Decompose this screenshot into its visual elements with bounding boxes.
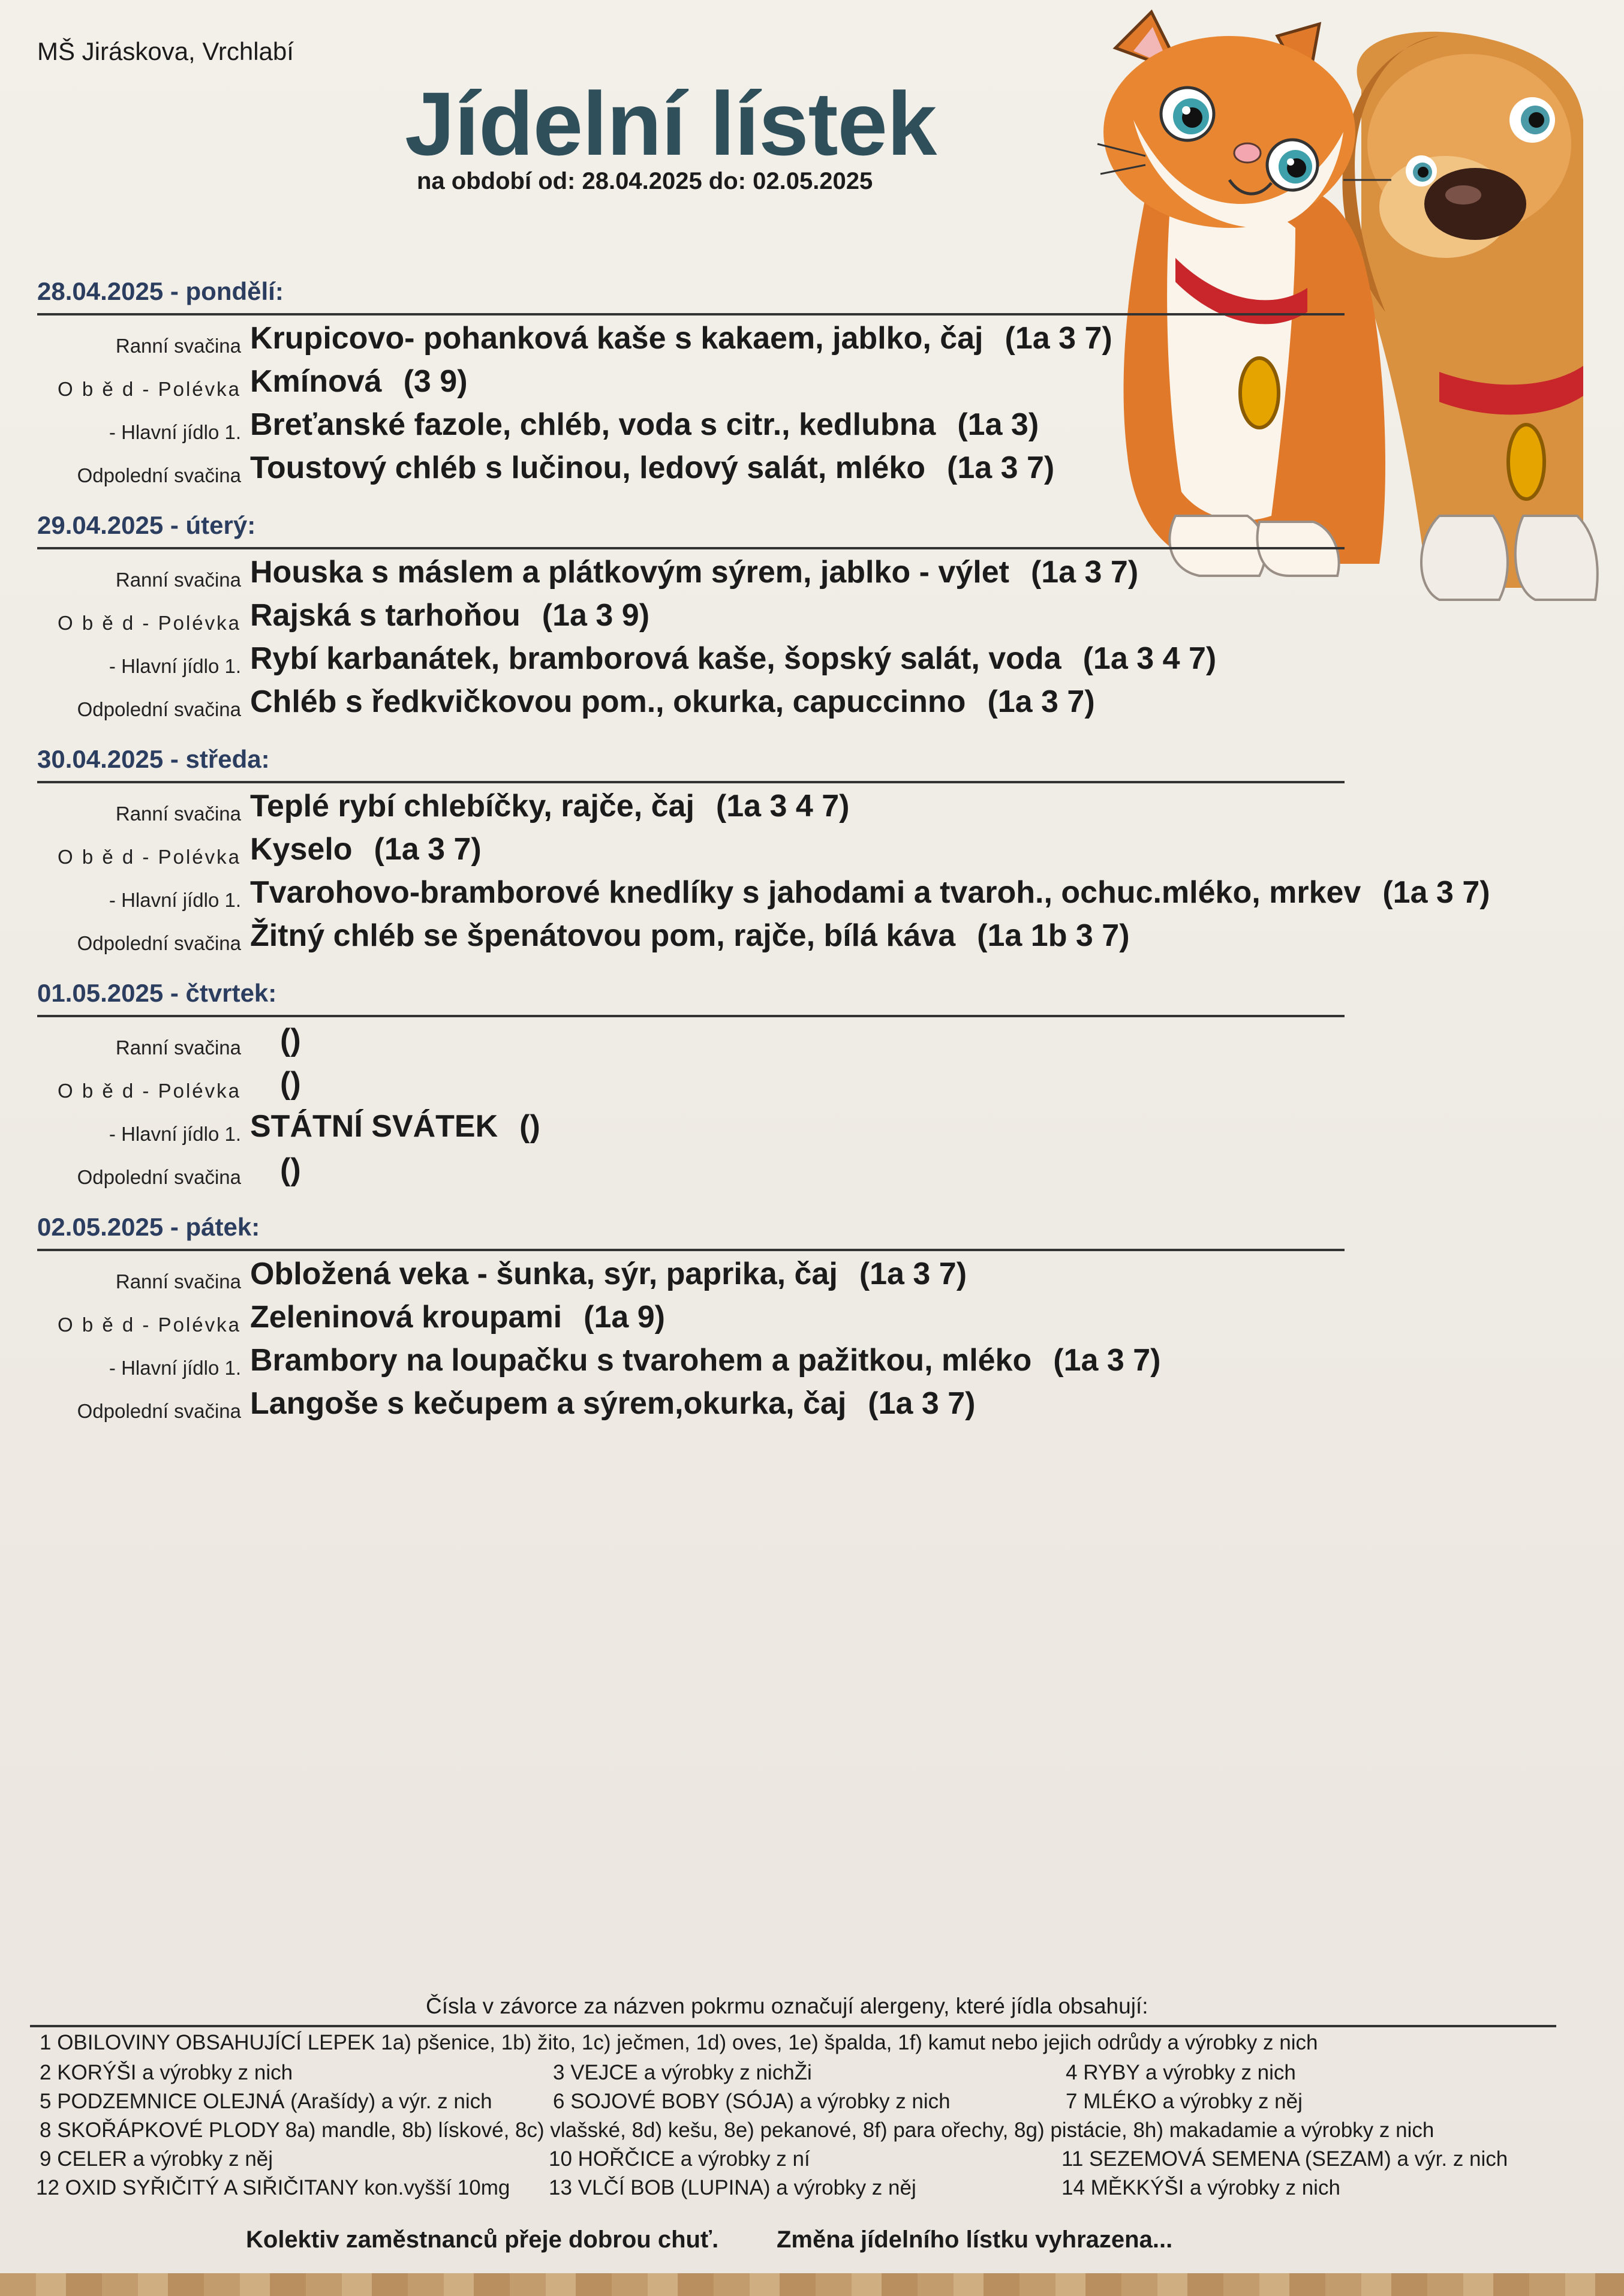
meal-text: Teplé rybí chlebíčky, rajče, čaj [250,789,694,824]
meal-label: Ranní svačina [115,803,241,825]
allergen-item: 9 CELER a výrobky z něj [40,2147,273,2171]
allergen-codes: () [280,1152,301,1187]
meal-text: Krupicovo- pohanková kaše s kakaem, jablko, čaj [250,321,984,356]
day-rule [37,1249,1345,1251]
allergen-codes: (1a 3 7) [859,1257,967,1291]
meal-label: O b ě d - Polévka [58,1314,241,1336]
allergen-codes: () [519,1109,540,1144]
day-thursday [37,979,1345,1188]
meal-label: Ranní svačina [115,335,241,357]
day-wednesday [37,745,1490,954]
day-heading: 30.04.2025 - středa: [37,745,270,773]
allergen-codes: (1a 3 9) [542,598,650,633]
meal-label: - Hlavní jídlo 1. [109,1123,241,1145]
allergen-item: 11 SEZEMOVÁ SEMENA (SEZAM) a výr. z nich [1061,2147,1508,2171]
day-rule [37,313,1345,315]
meal-text: Obložená veka - šunka, sýr, paprika, čaj [250,1257,838,1291]
allergen-codes: (1a 3 7) [868,1386,976,1421]
allergen-codes: (1a 3) [957,407,1039,442]
day-rule [37,781,1345,783]
day-rule [37,547,1345,549]
meal-label: Odpolední svačina [77,464,241,486]
allergen-item: 4 RYBY a výrobky z nich [1066,2061,1296,2084]
allergen-item: 12 OXID SYŘIČITÝ A SIŘIČITANY kon.vyšší 10mg [36,2176,510,2199]
allergen-item: 14 MĚKKÝŠI a výrobky z nich [1061,2176,1340,2199]
meal-text: Houska s máslem a plátkovým sýrem, jablko - výlet [250,555,1009,590]
meal-label: Ranní svačina [115,569,241,591]
allergen-item: 8 SKOŘÁPKOVÉ PLODY 8a) mandle, 8b) lískové, 8c) vlašské, 8d) kešu, 8e) pekanové, 8f) para ořechy, 8g) pistácie, 8h) makadamie a výrobky z nich [40,2118,1434,2142]
meal-text: Rybí karbanátek, bramborová kaše, šopský salát, voda [250,641,1061,676]
meal-text: STÁTNÍ SVÁTEK [250,1109,498,1144]
meal-text: Toustový chléb s lučinou, ledový salát, mléko [250,450,925,485]
allergen-codes: (1a 3 7) [1382,875,1490,910]
meal-text: Tvarohovo-bramborové knedlíky s jahodami a tvaroh., ochuc.mléko, mrkev [250,875,1361,910]
day-heading: 01.05.2025 - čtvrtek: [37,979,277,1007]
meal-label: - Hlavní jídlo 1. [109,1357,241,1379]
allergen-item: 7 MLÉKO a výrobky z něj [1066,2090,1303,2113]
meal-label: Odpolední svačina [77,932,241,954]
day-tuesday [37,511,1345,720]
school-name: MŠ Jiráskova, Vrchlabí [37,37,294,65]
meal-label: Ranní svačina [115,1036,241,1059]
allergen-item: 13 VLČÍ BOB (LUPINA) a výrobky z něj [549,2176,916,2199]
allergen-codes: (1a 3 4 7) [1082,641,1217,676]
meal-label: O b ě d - Polévka [58,846,241,868]
allergen-codes: (1a 3 7) [1030,555,1139,590]
allergen-codes: (1a 3 7) [947,450,1055,485]
page-title: Jídelní lístek [405,73,937,174]
legend-rule [30,2025,1556,2027]
allergen-item: 5 PODZEMNICE OLEJNÁ (Arašídy) a výr. z nich [40,2090,492,2113]
meal-text: Kyselo [250,832,353,867]
footer-wish: Kolektiv zaměstnanců přeje dobrou chuť. [246,2226,719,2253]
day-friday [37,1213,1345,1422]
day-monday [37,277,1345,486]
allergen-codes: () [280,1023,301,1057]
meal-text: Chléb s ředkvičkovou pom., okurka, capuccinno [250,684,966,719]
allergen-codes: (1a 3 7) [374,832,482,867]
meal-text: Zeleninová kroupami [250,1300,563,1335]
meal-label: Odpolední svačina [77,698,241,720]
allergen-codes: (1a 9) [584,1300,665,1335]
meal-text: Langoše s kečupem a sýrem,okurka, čaj [250,1386,847,1421]
allergen-codes: (1a 3 7) [987,684,1095,719]
meal-text: Breťanské fazole, chléb, voda s citr., kedlubna [250,407,936,442]
allergen-codes: () [280,1066,301,1101]
meal-text: Žitný chléb se špenátovou pom, rajče, bílá káva [250,918,956,953]
meal-label: Odpolední svačina [77,1400,241,1422]
day-heading: 29.04.2025 - úterý: [37,511,256,539]
meal-label: O b ě d - Polévka [58,378,241,400]
allergen-codes: (1a 3 4 7) [715,789,850,824]
day-heading: 28.04.2025 - pondělí: [37,277,284,305]
meal-label: - Hlavní jídlo 1. [109,889,241,911]
allergen-item: 10 HOŘČICE a výrobky z ní [549,2147,810,2171]
day-rule [37,1015,1345,1017]
meal-label: O b ě d - Polévka [58,1080,241,1102]
allergen-codes: (1a 3 7) [1053,1343,1161,1378]
allergen-codes: (3 9) [403,364,468,399]
allergen-item: 6 SOJOVÉ BOBY (SÓJA) a výrobky z nich [553,2090,951,2113]
allergen-legend-title: Čísla v závorce za názven pokrmu označují alergeny, které jídla obsahují: [426,1994,1148,2018]
menu-period: na období od: 28.04.2025 do: 02.05.2025 [417,168,873,194]
allergen-item: 2 KORÝŠI a výrobky z nich [40,2061,293,2084]
table-surface [0,2273,1624,2296]
footer-note: Změna jídelního lístku vyhrazena... [777,2226,1173,2253]
meal-label: O b ě d - Polévka [58,612,241,634]
allergen-codes: (1a 1b 3 7) [977,918,1130,953]
meal-text: Kmínová [250,364,382,399]
meal-label: - Hlavní jídlo 1. [109,421,241,443]
allergen-codes: (1a 3 7) [1005,321,1112,356]
meal-label: - Hlavní jídlo 1. [109,655,241,677]
allergen-item: 3 VEJCE a výrobky z nichŽi [553,2061,812,2084]
meal-label: Odpolední svačina [77,1166,241,1188]
day-heading: 02.05.2025 - pátek: [37,1213,260,1241]
meal-text: Rajská s tarhoňou [250,598,521,633]
meal-text: Brambory na loupačku s tvarohem a pažitkou, mléko [250,1343,1032,1378]
allergen-item: 1 OBILOVINY OBSAHUJÍCÍ LEPEK 1a) pšenice, 1b) žito, 1c) ječmen, 1d) oves, 1e) špalda, 1f) kamut nebo jejich odrůdy a výrobky z nich [40,2031,1318,2054]
meal-label: Ranní svačina [115,1270,241,1293]
